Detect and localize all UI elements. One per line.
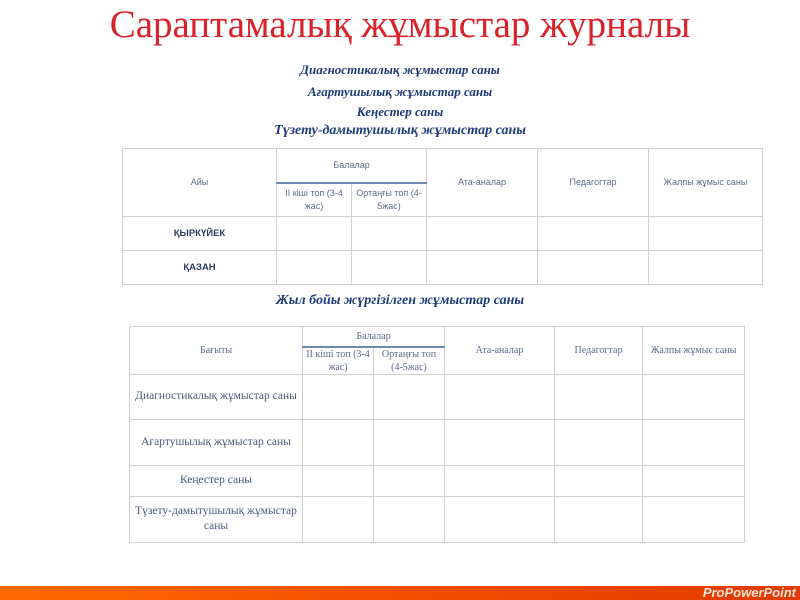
- subtitle-consultations: Кеңестер саны: [356, 104, 444, 119]
- table-cell[interactable]: [303, 419, 374, 465]
- header-group-middle: Ортаңғы топ (4-5жас): [352, 183, 427, 217]
- table-cell[interactable]: [555, 496, 643, 542]
- table-cell[interactable]: [303, 374, 374, 419]
- table-cell[interactable]: [374, 419, 445, 465]
- table-cell[interactable]: [555, 465, 643, 496]
- table-cell[interactable]: [445, 496, 555, 542]
- subtitle-educational: Ағартушылық жұмыстар саны: [307, 84, 493, 99]
- table-cell[interactable]: [277, 217, 352, 251]
- header-total: Жалпы жұмыс саны: [649, 149, 763, 217]
- table-cell[interactable]: [643, 465, 745, 496]
- header-children: Балалар: [277, 149, 427, 183]
- table-cell[interactable]: [555, 374, 643, 419]
- table-cell[interactable]: [643, 374, 745, 419]
- monthly-journal-table: [122, 148, 763, 285]
- header-group-junior: ІІ кіші топ (3-4 жас): [277, 183, 352, 217]
- table-cell[interactable]: [303, 465, 374, 496]
- row-direction-consultations: Кеңестер саны: [130, 465, 303, 496]
- header-parents: Ата-аналар: [427, 149, 538, 217]
- row-month-september: ҚЫРКҮЙЕК: [123, 217, 277, 251]
- footer-accent-bar: [0, 586, 800, 600]
- header-month: Айы: [123, 149, 277, 217]
- table-cell[interactable]: [427, 217, 538, 251]
- table-row: [123, 251, 763, 285]
- header-teachers: Педагогтар: [555, 327, 643, 375]
- table-cell[interactable]: [649, 251, 763, 285]
- table-cell[interactable]: [374, 374, 445, 419]
- table-row: [130, 374, 745, 419]
- table-cell[interactable]: [643, 496, 745, 542]
- brand-watermark: ProPowerPoint: [702, 585, 796, 600]
- table-cell[interactable]: [352, 217, 427, 251]
- table-cell[interactable]: [445, 374, 555, 419]
- row-direction-correctional: Түзету-дамытушылық жұмыстар саны: [130, 496, 303, 542]
- header-total: Жалпы жұмыс саны: [643, 327, 745, 375]
- header-parents: Ата-аналар: [445, 327, 555, 375]
- header-direction: Бағыты: [130, 327, 303, 375]
- table-cell[interactable]: [649, 217, 763, 251]
- table-cell[interactable]: [352, 251, 427, 285]
- section-title-yearly: Жыл бойы жүргізілген жұмыстар саны: [275, 293, 525, 308]
- table-row: [130, 496, 745, 542]
- table-cell[interactable]: [445, 419, 555, 465]
- table-cell[interactable]: [277, 251, 352, 285]
- table-cell[interactable]: [538, 251, 649, 285]
- row-direction-educational: Ағартушылық жұмыстар саны: [130, 419, 303, 465]
- row-month-october: ҚАЗАН: [123, 251, 277, 285]
- table-cell[interactable]: [427, 251, 538, 285]
- table-row: [130, 419, 745, 465]
- subtitle-correctional: Түзету-дамытушылық жұмыстар саны: [274, 123, 526, 138]
- table-row: [130, 465, 745, 496]
- table-cell[interactable]: [374, 496, 445, 542]
- table-cell[interactable]: [538, 217, 649, 251]
- subtitle-diagnostic: Диагностикалық жұмыстар саны: [300, 62, 500, 77]
- table-cell[interactable]: [555, 419, 643, 465]
- page-title: Сараптамалық жұмыстар журналы: [109, 3, 691, 46]
- table-cell[interactable]: [445, 465, 555, 496]
- table-cell[interactable]: [374, 465, 445, 496]
- header-group-junior: ІІ кіші топ (3-4 жас): [303, 347, 374, 375]
- header-children: Балалар: [303, 327, 445, 347]
- yearly-summary-table: [129, 326, 745, 543]
- table-cell[interactable]: [643, 419, 745, 465]
- table-cell[interactable]: [303, 496, 374, 542]
- row-direction-diagnostic: Диагностикалық жұмыстар саны: [130, 374, 303, 419]
- table-row: [123, 217, 763, 251]
- header-teachers: Педагогтар: [538, 149, 649, 217]
- header-group-middle: Ортаңғы топ (4-5жас): [374, 347, 445, 375]
